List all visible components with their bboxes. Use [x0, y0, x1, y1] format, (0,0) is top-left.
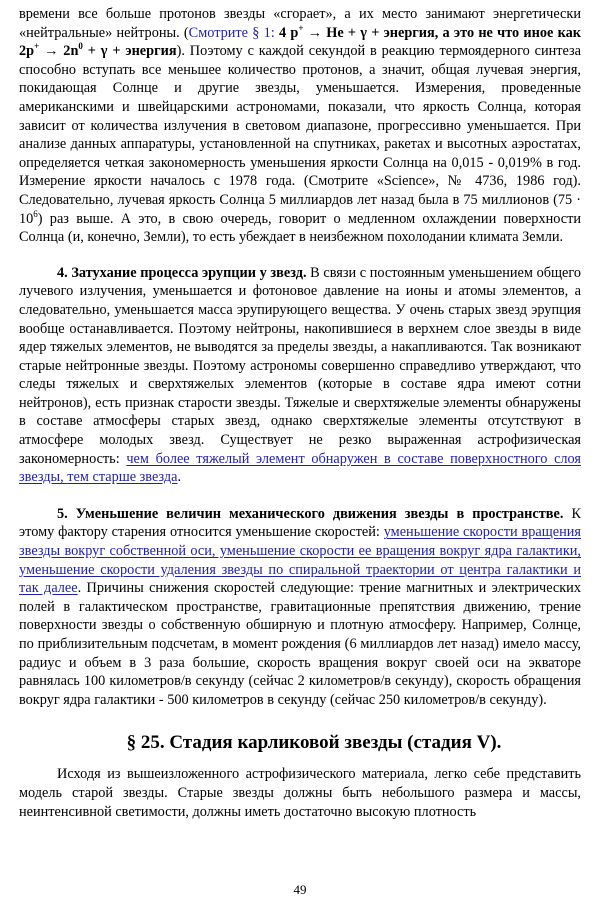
paragraph-dwarf-star: Исходя из вышеизложенного астрофизического материала, легко себе представить модель старой звезды. Старые звезды должны быть небольшого размера и массы, неинтенсивной светимости, должны иметь достаточно высокую плотность: [19, 766, 581, 820]
formula-part: энергия: [125, 43, 177, 60]
text-run: . Причины снижения скоростей следующие: трение магнитных и электрических полей в галактическом пространстве, гравитационные препятствия движению, трение поверхности звезды о собственную обширную и плотную атмосферу. Например, Солнце, по приблизительным подсчетам, в момент рождения (6 миллиардов лет назад) имело массу, радиус и объем в 3 раза большие, скорость вращения вокруг своей оси на экваторе равнялась 100 километров/в секунду (сейчас 2 километров/в секунду), скорость обращения вокруг ядра галактики - 500 километров в секунду (сейчас 250 километров/в секунду).: [19, 580, 581, 708]
formula-part: + γ +: [82, 43, 126, 60]
section-title: 4. Затухание процесса эрупции у звезд.: [57, 264, 307, 281]
highlighted-text[interactable]: уменьшение скорости вращения звезды вокруг собственной оси, уменьшение скорости ее вращения вокруг ядра галактики, уменьшение скорости удаления звезды по спиральной траектории от центра галактики и так далее: [19, 524, 581, 597]
formula-part: 4 p: [274, 24, 299, 41]
formula-part: энергия, а это не что иное как 2p: [19, 24, 582, 60]
text-run: .: [177, 469, 182, 486]
paragraph-motion: [19, 505, 581, 710]
text-run: времени все больше протонов звезды «сгорает», а их место занимают энергетически «нейтральные» нейтроны. (: [19, 6, 581, 41]
chapter-heading: § 25. Стадия карликовой звезды (стадия V).: [126, 732, 502, 754]
document-page: [19, 5, 581, 821]
text-run: В связи с постоянным уменьшением общего лучевого излучения, уменьшается и фотоновое давление на ионы и атомы элементов, а следовательно, уменьшается масса эрупирующего вещества. У очень старых звезд эрупция вообще останавливается. Поэтому нейтроны, накопившиеся в верхнем слое звезды в виде ядер тяжелых элементов, не выводятся за пределы звезды, а накапливаются. Так возникают старые нейтронные звезды. Поэтому астрономы совершенно справедливо утверждают, что следы тяжелых и сверхтяжелых элементов (которые в составе ядра имеют сотни нейтронов), есть признак старости звезды. Тяжелые и сверхтяжелые элементы обнаружены в составе атмосферы старых звезд, однако сверхтяжелые элементы отсутствуют в атмосфере молодых звезд. Существует не резко выраженная астрофизическая закономерность:: [19, 264, 581, 467]
exponent: 6: [33, 208, 38, 219]
paragraph-solar-luminosity: [19, 5, 581, 247]
superscript: +: [298, 22, 304, 33]
reference-link[interactable]: Смотрите § 1:: [188, 24, 275, 41]
highlighted-text[interactable]: чем более тяжелый элемент обнаружен в составе поверхностного слоя звезды, тем старше звезда: [19, 450, 581, 486]
text-run: ). Поэтому с каждой секундой в реакцию термоядерного синтеза способно вступать все меньшее количество протонов, а значит, общая лучевая энергия, покидающая Солнце и другие звезды, уменьшается. Измерения, проведенные американскими и швейцарскими астрономами, показали, что яркость Солнца, которая зависит от количества излучения в световом диапазоне, прогрессивно уменьшается. При анализе данных аппаратуры, установленной на спутниках, ракетах и высотных аэростатах, определяется четкая закономерность уменьшения яркости Солнца на 0,015 - 0,019% в год. Измерение яркости началось с 1978 года. (Смотрите «Science», № 4736, 1986 год). Следовательно, лучевая яркость Солнца 5 миллиардов лет назад была в 75 миллионов (75 · 10: [19, 43, 582, 227]
paragraph-eruption: [19, 264, 581, 487]
formula-part: → 2n: [39, 43, 79, 60]
superscript: 0: [78, 41, 83, 52]
superscript: +: [34, 41, 40, 52]
page-number: 49: [293, 882, 307, 897]
section-title: 5. Уменьшение величин механического движения звезды в пространстве.: [57, 505, 564, 522]
text-run: ) раз выше. А это, в свою очередь, говорит о медленном охлаждении поверхности Солнца (и, конечно, Земли), то есть убеждает в неизбежном похолодании климата Земли.: [19, 210, 581, 246]
text-run: К этому фактору старения относится уменьшение скоростей:: [19, 505, 581, 541]
formula-part: → He + γ +: [303, 24, 384, 41]
